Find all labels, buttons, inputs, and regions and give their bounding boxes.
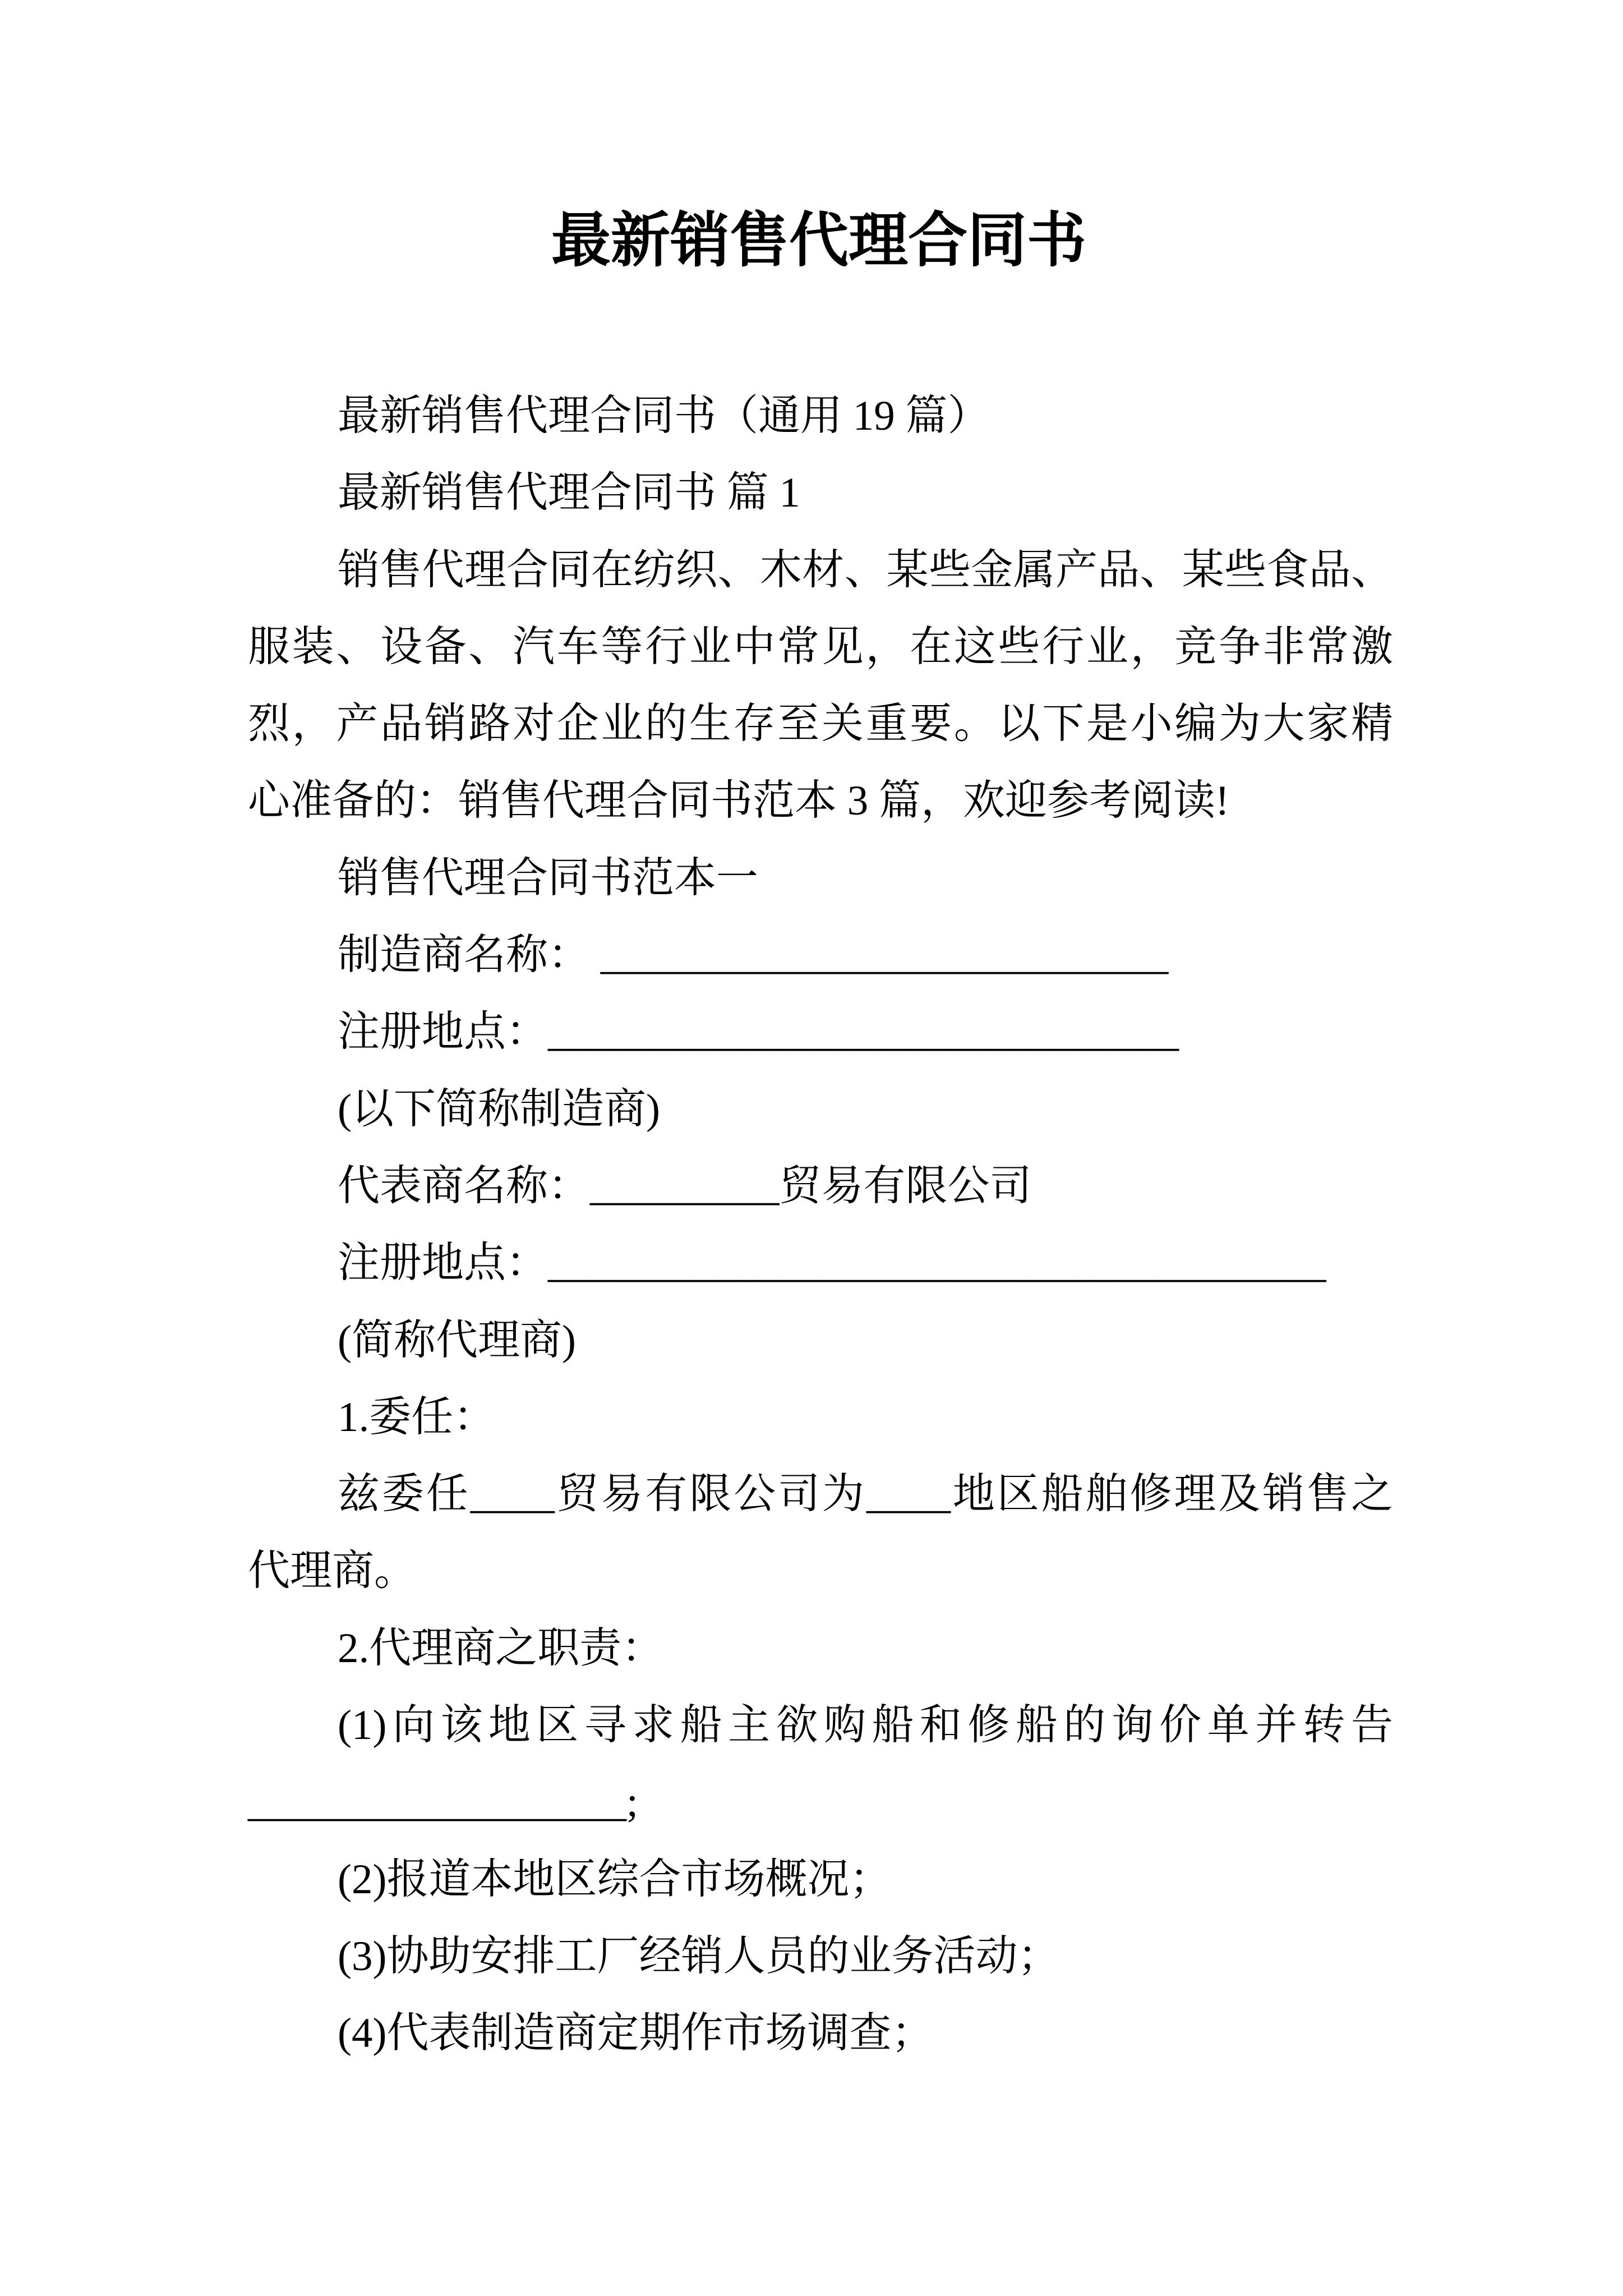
duty-item-3 (248, 1918, 1393, 1995)
paragraph-line: 代理商。 (248, 1548, 417, 1595)
paragraph-line: 烈，产品销路对企业的生存至关重要。以下是小编为大家精 (248, 701, 1393, 748)
clause-1-text (248, 1456, 1393, 1610)
paragraph-line: 最新销售代理合同书 篇 1 (338, 470, 801, 517)
sample-heading (248, 840, 1393, 917)
paragraph-line: (4)代表制造商定期作市场调查； (338, 2010, 934, 2057)
paragraph-line: 心准备的：销售代理合同书范本 3 篇，欢迎参考阅读! (248, 777, 1229, 825)
paragraph-line: 销售代理合同在纺织、木材、某些金属产品、某些食品、 (338, 546, 1393, 593)
agent-address-field (248, 1225, 1393, 1301)
agent-abbrev-note (248, 1302, 1393, 1379)
paragraph-line: 服装、设备、汽车等行业中常见，在这些行业，竞争非常激 (248, 623, 1393, 670)
collection-heading (248, 378, 1393, 454)
document-title: 最新销售代理合同书 (551, 208, 1086, 274)
manufacturer-address-field (248, 993, 1393, 1070)
agent-name-field (248, 1148, 1393, 1225)
duty-item-4 (248, 1995, 1393, 2072)
manufacturer-name-field (248, 917, 1393, 993)
paragraph-line: 1.委任： (338, 1393, 496, 1441)
clause-1-heading (248, 1379, 1393, 1456)
paragraph-line: (1)向该地区寻求船主欲购船和修船的询价单并转告 (338, 1702, 1393, 1749)
paragraph-line: __________________; (248, 1779, 638, 1826)
document-body (248, 378, 1393, 2072)
paragraph-line: 最新销售代理合同书（通用 19 篇） (338, 393, 990, 439)
paragraph-line: (2)报道本地区综合市场概况； (338, 1856, 892, 1903)
paragraph-line: 销售代理合同书范本一 (338, 854, 759, 901)
manufacturer-abbrev-note (248, 1071, 1393, 1148)
paragraph-line: 注册地点：______________________________ (338, 1009, 1179, 1056)
paragraph-line: (3)协助安排工厂经销人员的业务活动； (338, 1932, 1060, 1980)
paragraph-line: 2.代理商之职责： (338, 1625, 664, 1672)
paragraph-line: (以下简称制造商) (338, 1085, 660, 1133)
paragraph-line: 兹委任____贸易有限公司为____地区船舶修理及销售之 (338, 1471, 1393, 1518)
article-heading (248, 454, 1393, 531)
paragraph-line: 注册地点：_____________________________________ (338, 1240, 1326, 1287)
clause-2-heading (248, 1610, 1393, 1687)
paragraph-line: (简称代理商) (338, 1317, 576, 1364)
duty-item-1 (248, 1687, 1393, 1841)
paragraph-line: 代表商名称：_________贸易有限公司 (338, 1162, 1032, 1209)
paragraph-line: 制造商名称： ___________________________ (338, 932, 1169, 979)
duty-item-2 (248, 1841, 1393, 1918)
intro-paragraph (248, 532, 1393, 840)
